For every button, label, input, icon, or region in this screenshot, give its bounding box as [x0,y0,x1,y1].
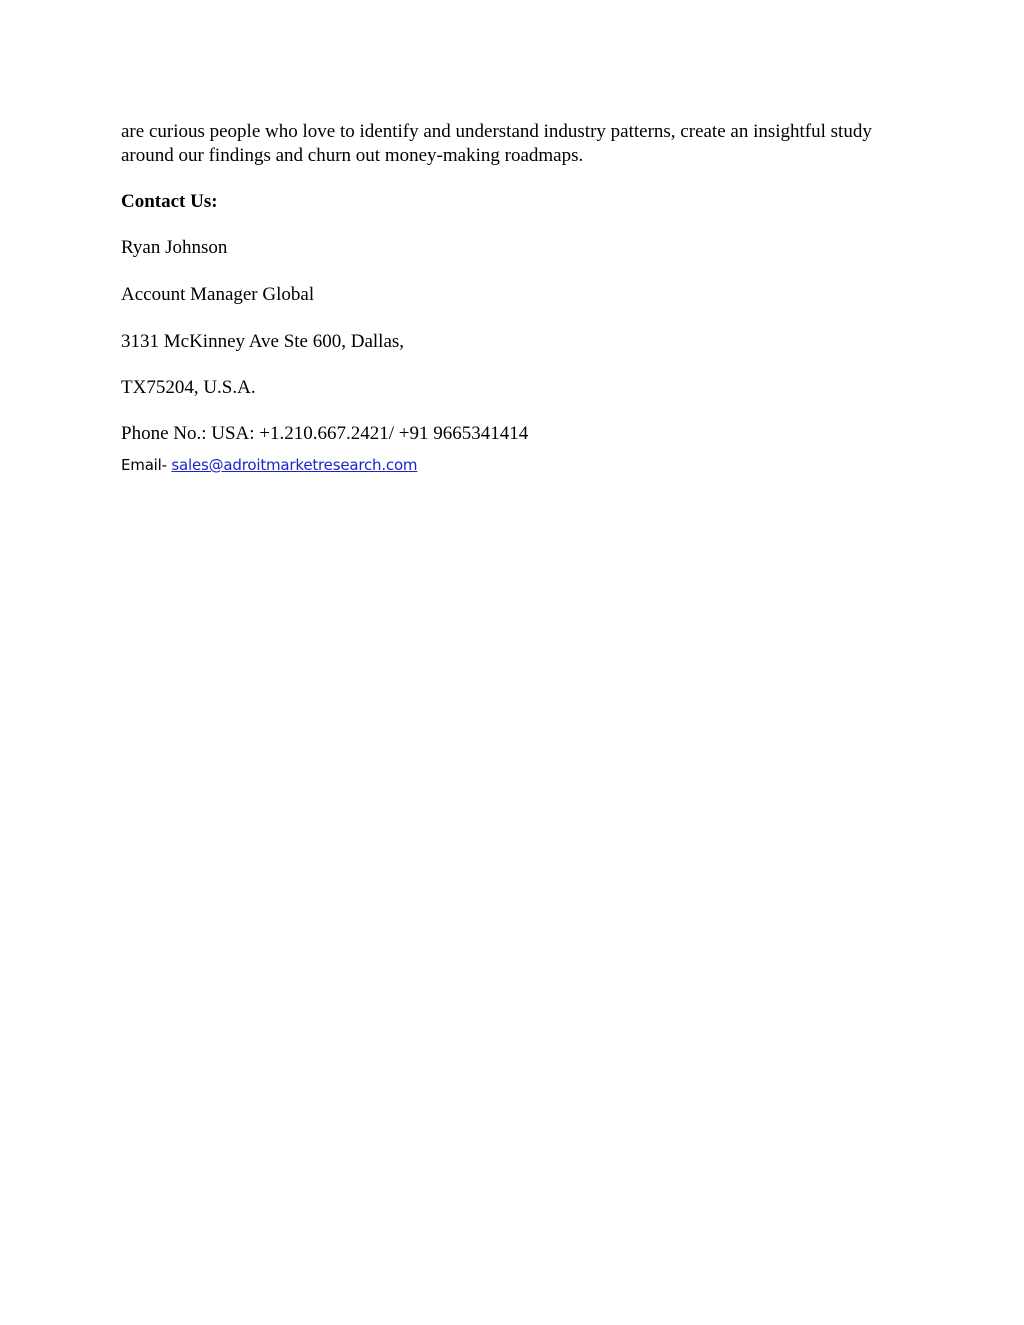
email-link[interactable]: sales@adroitmarketresearch.com [171,456,418,474]
phone-line: Phone No.: USA: +1.210.667.2421/ +91 9665341414 [121,423,529,444]
contact-heading: Contact Us: [121,191,218,212]
address-line-1: 3131 McKinney Ave Ste 600, Dallas, [121,331,405,352]
address-line-2: TX75204, U.S.A. [121,377,256,398]
contact-role: Account Manager Global [121,284,315,305]
contact-name: Ryan Johnson [121,237,228,258]
email-label: Email- [121,456,172,474]
intro-paragraph: are curious people who love to identify and understand industry patterns, create an insightful study around our findings and churn out money-making roadmaps. [121,121,872,166]
email-line [121,454,417,476]
